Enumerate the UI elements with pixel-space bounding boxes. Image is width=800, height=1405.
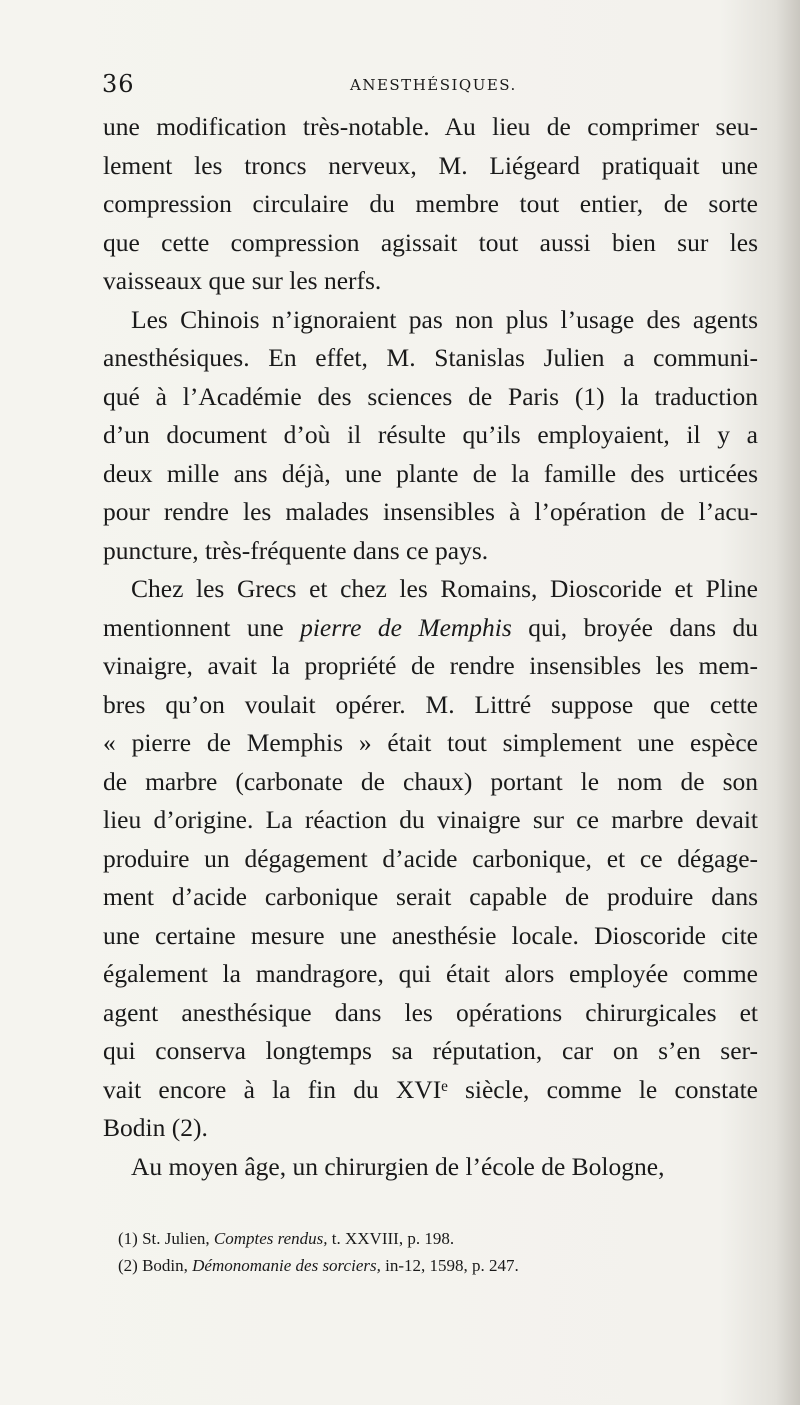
- text-line: Les Chinois n’ignoraient pas non plus l’usage des agents: [131, 304, 758, 334]
- running-head: ANESTHÉSIQUES.: [350, 76, 517, 94]
- text-line: également la mandragore, qui était alors employée comme: [103, 959, 758, 988]
- body-text: [103, 108, 758, 1186]
- text-line: deux mille ans déjà, une plante de la famille des urticées: [103, 458, 758, 488]
- paragraph: [103, 301, 758, 571]
- text-line: produire un dégagement d’acide carbonique, et ce dégage-: [103, 843, 758, 873]
- footnote-author: St. Julien,: [142, 1229, 210, 1248]
- text-line: pour rendre les malades insensibles à l’opération de l’acu-: [103, 497, 758, 526]
- text-line: mentionnent une pierre de Memphis qui, broyée dans du: [103, 612, 758, 642]
- footnote-marker: (1): [118, 1229, 138, 1248]
- text-line: anesthésiques. En effet, M. Stanislas Julien a communi-: [103, 343, 758, 372]
- text-line: lement les troncs nerveux, M. Liégeard pratiquait une: [103, 150, 758, 180]
- text-line: puncture, très-fréquente dans ce pays.: [103, 535, 489, 565]
- footnote-reference: t. XXVIII, p. 198.: [331, 1229, 455, 1248]
- page-header: [100, 70, 765, 100]
- text-line: que cette compression agissait tout aussi bien sur les: [103, 227, 758, 257]
- footnotes: [118, 1225, 758, 1279]
- text-line: « pierre de Memphis » était tout simplement une espèce: [103, 728, 758, 757]
- paragraph: [103, 108, 758, 301]
- italic-phrase: pierre de Memphis: [300, 612, 512, 642]
- text-line: bres qu’on voulait opérer. M. Littré suppose que cette: [103, 689, 758, 719]
- footnote-title: Comptes rendus,: [213, 1229, 328, 1248]
- footnote-title: Démonomanie des sorciers,: [192, 1256, 381, 1275]
- paragraph: [103, 570, 758, 1148]
- footnote-author: Bodin,: [142, 1256, 188, 1275]
- text-line: Au moyen âge, un chirurgien de l’école de Bologne,: [131, 1151, 665, 1181]
- footnote-1: [118, 1225, 758, 1252]
- text-line: Bodin (2).: [103, 1113, 208, 1142]
- footnote-marker: (2): [118, 1256, 138, 1275]
- text-line: une certaine mesure une anesthésie locale. Dioscoride cite: [103, 920, 758, 950]
- text-line: vinaigre, avait la propriété de rendre insensibles les mem-: [103, 651, 758, 680]
- text-line: vait encore à la fin du XVIᵉ siècle, comme le constate: [103, 1074, 758, 1104]
- footnote-reference: in-12, 1598, p. 247.: [385, 1256, 519, 1275]
- paragraph: [103, 1148, 758, 1187]
- text-line: une modification très-notable. Au lieu de comprimer seu-: [103, 112, 758, 141]
- text-line: lieu d’origine. La réaction du vinaigre sur ce marbre devait: [103, 805, 758, 834]
- page-number: 36: [102, 70, 135, 98]
- text-line: Chez les Grecs et chez les Romains, Dioscoride et Pline: [131, 574, 758, 603]
- text-line: de marbre (carbonate de chaux) portant le nom de son: [103, 766, 758, 796]
- text-line: qui conserva longtemps sa réputation, car on s’en ser-: [103, 1036, 758, 1065]
- text-line: compression circulaire du membre tout entier, de sorte: [103, 189, 758, 218]
- text-line: ment d’acide carbonique serait capable de produire dans: [103, 882, 758, 911]
- text-line: qué à l’Académie des sciences de Paris (1) la traduction: [103, 381, 758, 411]
- text-line: agent anesthésique dans les opérations chirurgicales et: [103, 997, 758, 1027]
- text-line: d’un document d’où il résulte qu’ils employaient, il y a: [103, 420, 758, 449]
- text-line: vaisseaux que sur les nerfs.: [103, 266, 382, 295]
- footnote-2: [118, 1252, 758, 1279]
